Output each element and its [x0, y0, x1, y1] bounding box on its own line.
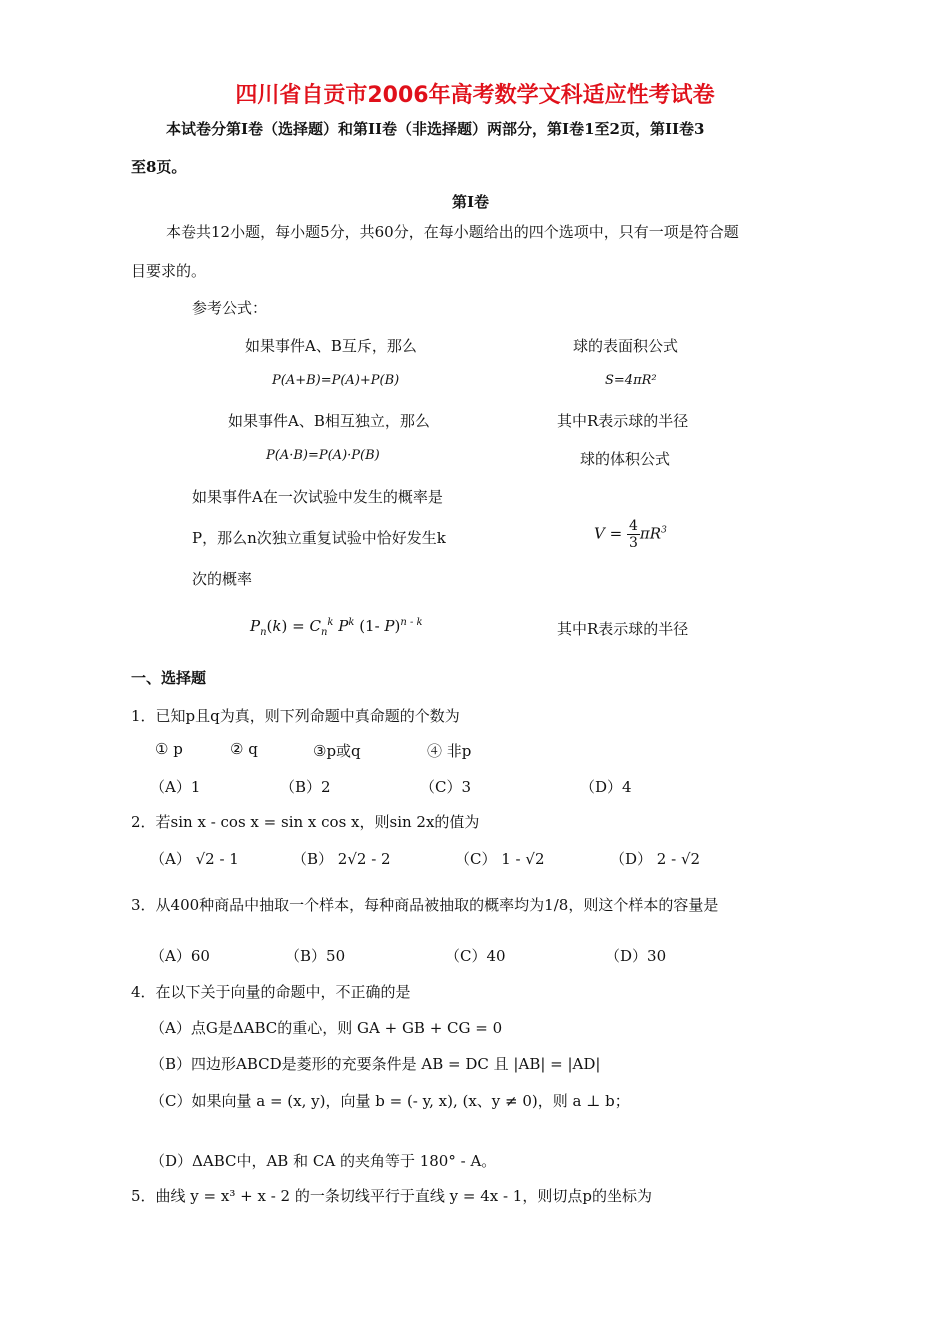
q1-item-3: ③p或q [313, 742, 361, 760]
q1-item-1: ① p [155, 740, 183, 758]
q2-option-d: （D） 2 - √2 [610, 850, 701, 868]
q4-option-a: （A）点G是ΔABC的重心，则 GA + GB + CG = 0 [150, 1019, 503, 1037]
q1-option-c: （C）3 [420, 778, 472, 796]
question-4-stem: 4．在以下关于向量的命题中，不正确的是 [131, 983, 411, 1001]
intro-line-1: 本试卷分第I卷（选择题）和第II卷（非选择题）两部分，第I卷1至2页，第II卷3 [166, 120, 705, 138]
q1-option-a: （A）1 [150, 778, 201, 796]
binom-formula: $P_n(k) = C_n^k$ $P^k$ (1- P)$^{n - k}$ [250, 617, 423, 638]
part1-heading: 第I卷 [452, 193, 490, 211]
q1-option-d: （D）4 [580, 778, 632, 796]
sphere-area-formula: S=4πR² [605, 373, 657, 388]
binom-line-3: 次的概率 [192, 570, 253, 588]
radius-note-1: 其中R表示球的半径 [557, 412, 689, 430]
page-title: 四川省自贡市2006年高考数学文科适应性考试卷 [235, 83, 715, 108]
sphere-vol-label: 球的体积公式 [580, 450, 671, 468]
q2-option-a: （A） √2 - 1 [150, 850, 239, 868]
question-3-stem: 3．从400种商品中抽取一个样本，每种商品被抽取的概率均为1/8，则这个样本的容量是 [131, 896, 719, 914]
q3-option-b: （B）50 [285, 947, 346, 965]
intro-line-2: 至8页。 [131, 158, 187, 176]
binom-line-1: 如果事件A在一次试验中发生的概率是 [192, 488, 443, 506]
q4-option-b: （B）四边形ABCD是菱形的充要条件是 AB = DC 且 |AB| = |AD| [150, 1055, 601, 1073]
q3-option-c: （C）40 [445, 947, 506, 965]
q3-option-d: （D）30 [605, 947, 667, 965]
question-5-stem: 5．曲线 y = x³ + x - 2 的一条切线平行于直线 y = 4x - 1，则切点p的坐标为 [131, 1187, 652, 1205]
mutex-label: 如果事件A、B互斥，那么 [245, 337, 417, 355]
sphere-vol-formula: V = $\frac{4}{3}$ $\pi R^3$ [594, 518, 667, 551]
part1-desc-line-1: 本卷共12小题，每小题5分，共60分，在每小题给出的四个选项中，只有一项是符合题 [166, 223, 739, 241]
indep-label: 如果事件A、B相互独立，那么 [228, 412, 430, 430]
q1-item-2: ② q [230, 740, 258, 758]
q1-option-b: （B）2 [280, 778, 331, 796]
indep-formula: P(A·B)=P(A)·P(B) [266, 448, 380, 463]
question-1-items [155, 740, 555, 760]
q4-option-d: （D）ΔABC中，AB 和 CA 的夹角等于 180° - A。 [150, 1152, 497, 1170]
radius-note-2: 其中R表示球的半径 [557, 620, 689, 638]
binom-line-2: P，那么n次独立重复试验中恰好发生k [192, 529, 446, 547]
q2-option-b: （B） 2√2 - 2 [292, 850, 391, 868]
question-1-options [150, 776, 650, 796]
part1-desc-line-2: 目要求的。 [131, 262, 207, 280]
question-2-options [150, 848, 710, 868]
question-2-stem: 2．若sin x - cos x = sin x cos x，则sin 2x的值为 [131, 813, 480, 831]
section-heading: 一、选择题 [131, 669, 207, 687]
formulas-heading: 参考公式： [192, 299, 268, 317]
question-3-options [150, 945, 710, 965]
q1-item-4: ④ 非p [427, 742, 472, 760]
q3-option-a: （A）60 [150, 947, 210, 965]
question-1-stem: 1．已知p且q为真，则下列命题中真命题的个数为 [131, 707, 460, 725]
mutex-formula: P(A+B)=P(A)+P(B) [272, 373, 400, 388]
q4-option-c: （C）如果向量 a = (x, y)，向量 b = (- y, x), (x、y ≠ 0)，则 a ⊥ b； [150, 1092, 630, 1110]
sphere-area-label: 球的表面积公式 [573, 337, 679, 355]
q2-option-c: （C） 1 - √2 [455, 850, 545, 868]
